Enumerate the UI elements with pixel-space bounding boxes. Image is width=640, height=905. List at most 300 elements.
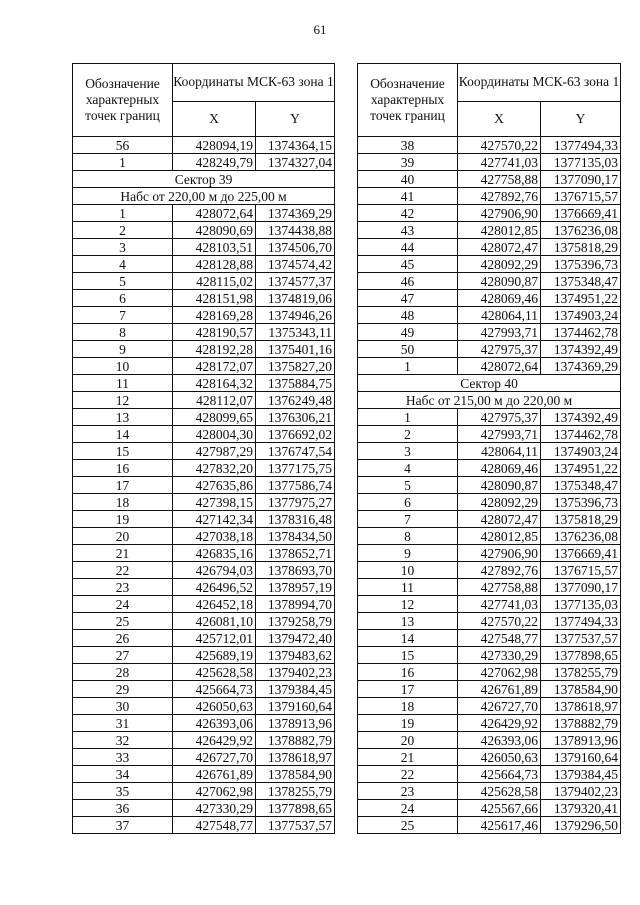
x-coordinate: 426050,63 — [458, 749, 541, 766]
x-coordinate: 428072,47 — [458, 239, 541, 256]
y-coordinate: 1378957,19 — [256, 579, 335, 596]
y-coordinate: 1377494,33 — [541, 613, 621, 630]
y-coordinate: 1374506,70 — [256, 239, 335, 256]
x-coordinate: 428094,19 — [173, 137, 256, 154]
x-coordinate: 427062,98 — [458, 664, 541, 681]
table-row — [358, 409, 621, 426]
x-coordinate: 428072,47 — [458, 511, 541, 528]
point-number: 44 — [358, 239, 458, 256]
x-coordinate: 428012,85 — [458, 222, 541, 239]
table-row — [73, 205, 335, 222]
x-coordinate: 427906,90 — [458, 205, 541, 222]
table-row — [358, 426, 621, 443]
y-coordinate: 1374819,06 — [256, 290, 335, 307]
table-row — [358, 137, 621, 154]
point-number: 5 — [358, 477, 458, 494]
x-coordinate: 427570,22 — [458, 137, 541, 154]
point-number: 40 — [358, 171, 458, 188]
x-coordinate: 427398,15 — [173, 494, 256, 511]
point-number: 27 — [73, 647, 173, 664]
table-row — [73, 698, 335, 715]
x-coordinate: 425689,19 — [173, 647, 256, 664]
y-coordinate: 1374951,22 — [541, 290, 621, 307]
x-coordinate: 427892,76 — [458, 188, 541, 205]
point-number: 30 — [73, 698, 173, 715]
header-designation: Обозначение характерных точек границ — [358, 64, 458, 137]
table-row — [73, 613, 335, 630]
y-coordinate: 1377975,27 — [256, 494, 335, 511]
y-coordinate: 1379160,64 — [256, 698, 335, 715]
y-coordinate: 1378255,79 — [541, 664, 621, 681]
y-coordinate: 1376669,41 — [541, 545, 621, 562]
point-number: 31 — [73, 715, 173, 732]
x-coordinate: 427975,37 — [458, 341, 541, 358]
table-row — [358, 307, 621, 324]
y-coordinate: 1379402,23 — [541, 783, 621, 800]
point-number: 29 — [73, 681, 173, 698]
y-coordinate: 1377175,75 — [256, 460, 335, 477]
coordinates-table-left — [72, 63, 335, 834]
x-coordinate: 428012,85 — [458, 528, 541, 545]
table-row — [358, 188, 621, 205]
point-number: 7 — [358, 511, 458, 528]
table-row — [73, 647, 335, 664]
table-row — [73, 800, 335, 817]
table-row — [358, 749, 621, 766]
table-row — [73, 443, 335, 460]
y-coordinate: 1379160,64 — [541, 749, 621, 766]
y-coordinate: 1375884,75 — [256, 375, 335, 392]
x-coordinate: 428069,46 — [458, 460, 541, 477]
table-row — [358, 681, 621, 698]
x-coordinate: 426727,70 — [173, 749, 256, 766]
point-number: 18 — [358, 698, 458, 715]
point-number: 14 — [73, 426, 173, 443]
table-row — [358, 273, 621, 290]
point-number: 33 — [73, 749, 173, 766]
point-number: 6 — [73, 290, 173, 307]
sector-caption-row — [73, 188, 335, 205]
x-coordinate: 428004,30 — [173, 426, 256, 443]
table-row — [73, 239, 335, 256]
y-coordinate: 1377537,57 — [256, 817, 335, 834]
table-row — [73, 596, 335, 613]
sector-caption: Набс от 215,00 м до 220,00 м — [358, 392, 621, 409]
point-number: 24 — [73, 596, 173, 613]
table-row — [73, 732, 335, 749]
point-number: 4 — [358, 460, 458, 477]
y-coordinate: 1374392,49 — [541, 341, 621, 358]
y-coordinate: 1378316,48 — [256, 511, 335, 528]
table-row — [73, 817, 335, 834]
y-coordinate: 1375348,47 — [541, 477, 621, 494]
table-row — [73, 460, 335, 477]
y-coordinate: 1375818,29 — [541, 239, 621, 256]
point-number: 24 — [358, 800, 458, 817]
x-coordinate: 425712,01 — [173, 630, 256, 647]
point-number: 20 — [358, 732, 458, 749]
point-number: 1 — [358, 358, 458, 375]
point-number: 17 — [73, 477, 173, 494]
x-coordinate: 426496,52 — [173, 579, 256, 596]
table-row — [358, 817, 621, 834]
x-coordinate: 428169,28 — [173, 307, 256, 324]
table-row — [73, 783, 335, 800]
point-number: 50 — [358, 341, 458, 358]
y-coordinate: 1378913,96 — [541, 732, 621, 749]
y-coordinate: 1375818,29 — [541, 511, 621, 528]
y-coordinate: 1375348,47 — [541, 273, 621, 290]
header-coordinates: Координаты МСК-63 зона 1 — [458, 64, 621, 102]
point-number: 13 — [73, 409, 173, 426]
point-number: 4 — [73, 256, 173, 273]
point-number: 11 — [358, 579, 458, 596]
x-coordinate: 427987,29 — [173, 443, 256, 460]
x-coordinate: 426393,06 — [173, 715, 256, 732]
x-coordinate: 428249,79 — [173, 154, 256, 171]
y-coordinate: 1379483,62 — [256, 647, 335, 664]
y-coordinate: 1377537,57 — [541, 630, 621, 647]
table-row — [73, 392, 335, 409]
x-coordinate: 428092,29 — [458, 256, 541, 273]
table-row — [358, 443, 621, 460]
table-row — [73, 358, 335, 375]
point-number: 28 — [73, 664, 173, 681]
y-coordinate: 1378693,70 — [256, 562, 335, 579]
x-coordinate: 427741,03 — [458, 154, 541, 171]
table-row — [73, 137, 335, 154]
y-coordinate: 1376747,54 — [256, 443, 335, 460]
point-number: 16 — [358, 664, 458, 681]
x-coordinate: 427758,88 — [458, 579, 541, 596]
x-coordinate: 425617,46 — [458, 817, 541, 834]
y-coordinate: 1378618,97 — [541, 698, 621, 715]
table-row — [358, 715, 621, 732]
point-number: 36 — [73, 800, 173, 817]
table-row — [73, 528, 335, 545]
table-row — [358, 766, 621, 783]
point-number: 2 — [358, 426, 458, 443]
point-number: 5 — [73, 273, 173, 290]
x-coordinate: 428172,07 — [173, 358, 256, 375]
x-coordinate: 427832,20 — [173, 460, 256, 477]
x-coordinate: 427892,76 — [458, 562, 541, 579]
y-coordinate: 1378434,50 — [256, 528, 335, 545]
table-row — [358, 154, 621, 171]
table-row — [73, 749, 335, 766]
x-coordinate: 428099,65 — [173, 409, 256, 426]
point-number: 23 — [358, 783, 458, 800]
y-coordinate: 1378882,79 — [541, 715, 621, 732]
point-number: 9 — [73, 341, 173, 358]
table-row — [358, 783, 621, 800]
table-row — [358, 290, 621, 307]
point-number: 9 — [358, 545, 458, 562]
y-coordinate: 1379384,45 — [541, 766, 621, 783]
point-number: 1 — [358, 409, 458, 426]
x-coordinate: 425628,58 — [458, 783, 541, 800]
point-number: 41 — [358, 188, 458, 205]
table-row — [358, 664, 621, 681]
y-coordinate: 1374903,24 — [541, 443, 621, 460]
x-coordinate: 428064,11 — [458, 443, 541, 460]
x-coordinate: 425664,73 — [173, 681, 256, 698]
y-coordinate: 1377494,33 — [541, 137, 621, 154]
x-coordinate: 428064,11 — [458, 307, 541, 324]
x-coordinate: 426835,16 — [173, 545, 256, 562]
point-number: 19 — [73, 511, 173, 528]
y-coordinate: 1374577,37 — [256, 273, 335, 290]
point-number: 10 — [73, 358, 173, 375]
y-coordinate: 1378255,79 — [256, 783, 335, 800]
point-number: 18 — [73, 494, 173, 511]
table-row — [358, 545, 621, 562]
x-coordinate: 428192,28 — [173, 341, 256, 358]
point-number: 6 — [358, 494, 458, 511]
x-coordinate: 427330,29 — [173, 800, 256, 817]
y-coordinate: 1374574,42 — [256, 256, 335, 273]
sector-caption: Набс от 220,00 м до 225,00 м — [73, 188, 335, 205]
table-row — [73, 715, 335, 732]
y-coordinate: 1374369,29 — [256, 205, 335, 222]
table-row — [358, 222, 621, 239]
point-number: 45 — [358, 256, 458, 273]
x-coordinate: 427993,71 — [458, 426, 541, 443]
point-number: 3 — [358, 443, 458, 460]
x-coordinate: 427548,77 — [173, 817, 256, 834]
x-coordinate: 428090,87 — [458, 477, 541, 494]
table-row — [358, 511, 621, 528]
y-coordinate: 1379296,50 — [541, 817, 621, 834]
x-coordinate: 428090,87 — [458, 273, 541, 290]
y-coordinate: 1376715,57 — [541, 562, 621, 579]
point-number: 26 — [73, 630, 173, 647]
x-coordinate: 425628,58 — [173, 664, 256, 681]
y-coordinate: 1377090,17 — [541, 171, 621, 188]
y-coordinate: 1379402,23 — [256, 664, 335, 681]
point-number: 23 — [73, 579, 173, 596]
sector-caption-row — [73, 171, 335, 188]
point-number: 10 — [358, 562, 458, 579]
table-row — [358, 205, 621, 222]
y-coordinate: 1378652,71 — [256, 545, 335, 562]
header-y: Y — [541, 101, 621, 136]
point-number: 3 — [73, 239, 173, 256]
header-coordinates: Координаты МСК-63 зона 1 — [173, 64, 335, 102]
x-coordinate: 428128,88 — [173, 256, 256, 273]
x-coordinate: 427906,90 — [458, 545, 541, 562]
sector-caption: Сектор 39 — [73, 171, 335, 188]
y-coordinate: 1376669,41 — [541, 205, 621, 222]
point-number: 21 — [73, 545, 173, 562]
x-coordinate: 425567,66 — [458, 800, 541, 817]
table-row — [358, 528, 621, 545]
point-number: 20 — [73, 528, 173, 545]
x-coordinate: 427142,34 — [173, 511, 256, 528]
y-coordinate: 1377090,17 — [541, 579, 621, 596]
x-coordinate: 428151,98 — [173, 290, 256, 307]
x-coordinate: 426452,18 — [173, 596, 256, 613]
point-number: 21 — [358, 749, 458, 766]
point-number: 14 — [358, 630, 458, 647]
y-coordinate: 1378584,90 — [256, 766, 335, 783]
y-coordinate: 1378584,90 — [541, 681, 621, 698]
x-coordinate: 428092,29 — [458, 494, 541, 511]
point-number: 7 — [73, 307, 173, 324]
x-coordinate: 428103,51 — [173, 239, 256, 256]
y-coordinate: 1378994,70 — [256, 596, 335, 613]
y-coordinate: 1374462,78 — [541, 426, 621, 443]
point-number: 37 — [73, 817, 173, 834]
table-row — [73, 630, 335, 647]
x-coordinate: 426429,92 — [458, 715, 541, 732]
x-coordinate: 427975,37 — [458, 409, 541, 426]
table-row — [73, 681, 335, 698]
point-number: 15 — [73, 443, 173, 460]
table-row — [73, 664, 335, 681]
sector-caption-row — [358, 375, 621, 392]
x-coordinate: 427570,22 — [458, 613, 541, 630]
table-row — [358, 324, 621, 341]
x-coordinate: 427741,03 — [458, 596, 541, 613]
header-designation: Обозначение характерных точек границ — [73, 64, 173, 137]
table-row — [358, 562, 621, 579]
y-coordinate: 1374369,29 — [541, 358, 621, 375]
table-row — [73, 341, 335, 358]
x-coordinate: 426393,06 — [458, 732, 541, 749]
point-number: 2 — [73, 222, 173, 239]
y-coordinate: 1379320,41 — [541, 800, 621, 817]
x-coordinate: 428072,64 — [173, 205, 256, 222]
point-number: 56 — [73, 137, 173, 154]
table-row — [358, 647, 621, 664]
point-number: 38 — [358, 137, 458, 154]
table-row — [73, 375, 335, 392]
y-coordinate: 1374951,22 — [541, 460, 621, 477]
point-number: 22 — [73, 562, 173, 579]
table-row — [358, 800, 621, 817]
y-coordinate: 1376692,02 — [256, 426, 335, 443]
x-coordinate: 426761,89 — [458, 681, 541, 698]
table-row — [73, 494, 335, 511]
table-row — [73, 409, 335, 426]
point-number: 35 — [73, 783, 173, 800]
header-x: X — [173, 101, 256, 136]
point-number: 1 — [73, 154, 173, 171]
x-coordinate: 427330,29 — [458, 647, 541, 664]
y-coordinate: 1375396,73 — [541, 494, 621, 511]
sector-caption: Сектор 40 — [358, 375, 621, 392]
table-row — [73, 222, 335, 239]
y-coordinate: 1376236,08 — [541, 528, 621, 545]
y-coordinate: 1374903,24 — [541, 307, 621, 324]
point-number: 8 — [73, 324, 173, 341]
table-row — [73, 426, 335, 443]
point-number: 12 — [73, 392, 173, 409]
point-number: 16 — [73, 460, 173, 477]
header-x: X — [458, 101, 541, 136]
table-row — [358, 613, 621, 630]
table-row — [73, 579, 335, 596]
point-number: 46 — [358, 273, 458, 290]
y-coordinate: 1379472,40 — [256, 630, 335, 647]
table-row — [73, 290, 335, 307]
y-coordinate: 1379384,45 — [256, 681, 335, 698]
y-coordinate: 1379258,79 — [256, 613, 335, 630]
x-coordinate: 426081,10 — [173, 613, 256, 630]
x-coordinate: 426761,89 — [173, 766, 256, 783]
point-number: 1 — [73, 205, 173, 222]
point-number: 13 — [358, 613, 458, 630]
x-coordinate: 426050,63 — [173, 698, 256, 715]
point-number: 48 — [358, 307, 458, 324]
y-coordinate: 1374946,26 — [256, 307, 335, 324]
y-coordinate: 1374364,15 — [256, 137, 335, 154]
y-coordinate: 1374438,88 — [256, 222, 335, 239]
table-row — [358, 341, 621, 358]
table-row — [73, 545, 335, 562]
point-number: 32 — [73, 732, 173, 749]
y-coordinate: 1375396,73 — [541, 256, 621, 273]
page-number: 61 — [313, 22, 327, 37]
y-coordinate: 1377898,65 — [541, 647, 621, 664]
x-coordinate: 426727,70 — [458, 698, 541, 715]
x-coordinate: 427062,98 — [173, 783, 256, 800]
point-number: 22 — [358, 766, 458, 783]
table-row — [358, 630, 621, 647]
table-row — [73, 766, 335, 783]
y-coordinate: 1376715,57 — [541, 188, 621, 205]
y-coordinate: 1377898,65 — [256, 800, 335, 817]
point-number: 25 — [73, 613, 173, 630]
point-number: 42 — [358, 205, 458, 222]
x-coordinate: 427758,88 — [458, 171, 541, 188]
table-row — [358, 732, 621, 749]
point-number: 34 — [73, 766, 173, 783]
x-coordinate: 428090,69 — [173, 222, 256, 239]
table-row — [358, 579, 621, 596]
table-row — [358, 256, 621, 273]
table-row — [358, 477, 621, 494]
y-coordinate: 1378882,79 — [256, 732, 335, 749]
point-number: 15 — [358, 647, 458, 664]
x-coordinate: 428112,07 — [173, 392, 256, 409]
y-coordinate: 1376249,48 — [256, 392, 335, 409]
x-coordinate: 426794,03 — [173, 562, 256, 579]
x-coordinate: 427038,18 — [173, 528, 256, 545]
table-row — [73, 324, 335, 341]
y-coordinate: 1378618,97 — [256, 749, 335, 766]
x-coordinate: 427635,86 — [173, 477, 256, 494]
y-coordinate: 1377586,74 — [256, 477, 335, 494]
y-coordinate: 1377135,03 — [541, 154, 621, 171]
table-row — [73, 154, 335, 171]
table-row — [358, 698, 621, 715]
y-coordinate: 1374392,49 — [541, 409, 621, 426]
x-coordinate: 428115,02 — [173, 273, 256, 290]
y-coordinate: 1375827,20 — [256, 358, 335, 375]
table-row — [358, 460, 621, 477]
y-coordinate: 1376306,21 — [256, 409, 335, 426]
y-coordinate: 1374462,78 — [541, 324, 621, 341]
x-coordinate: 428069,46 — [458, 290, 541, 307]
table-row — [73, 273, 335, 290]
table-row — [73, 256, 335, 273]
table-row — [73, 477, 335, 494]
coordinates-table-right — [357, 63, 621, 834]
point-number: 12 — [358, 596, 458, 613]
table-row — [358, 494, 621, 511]
